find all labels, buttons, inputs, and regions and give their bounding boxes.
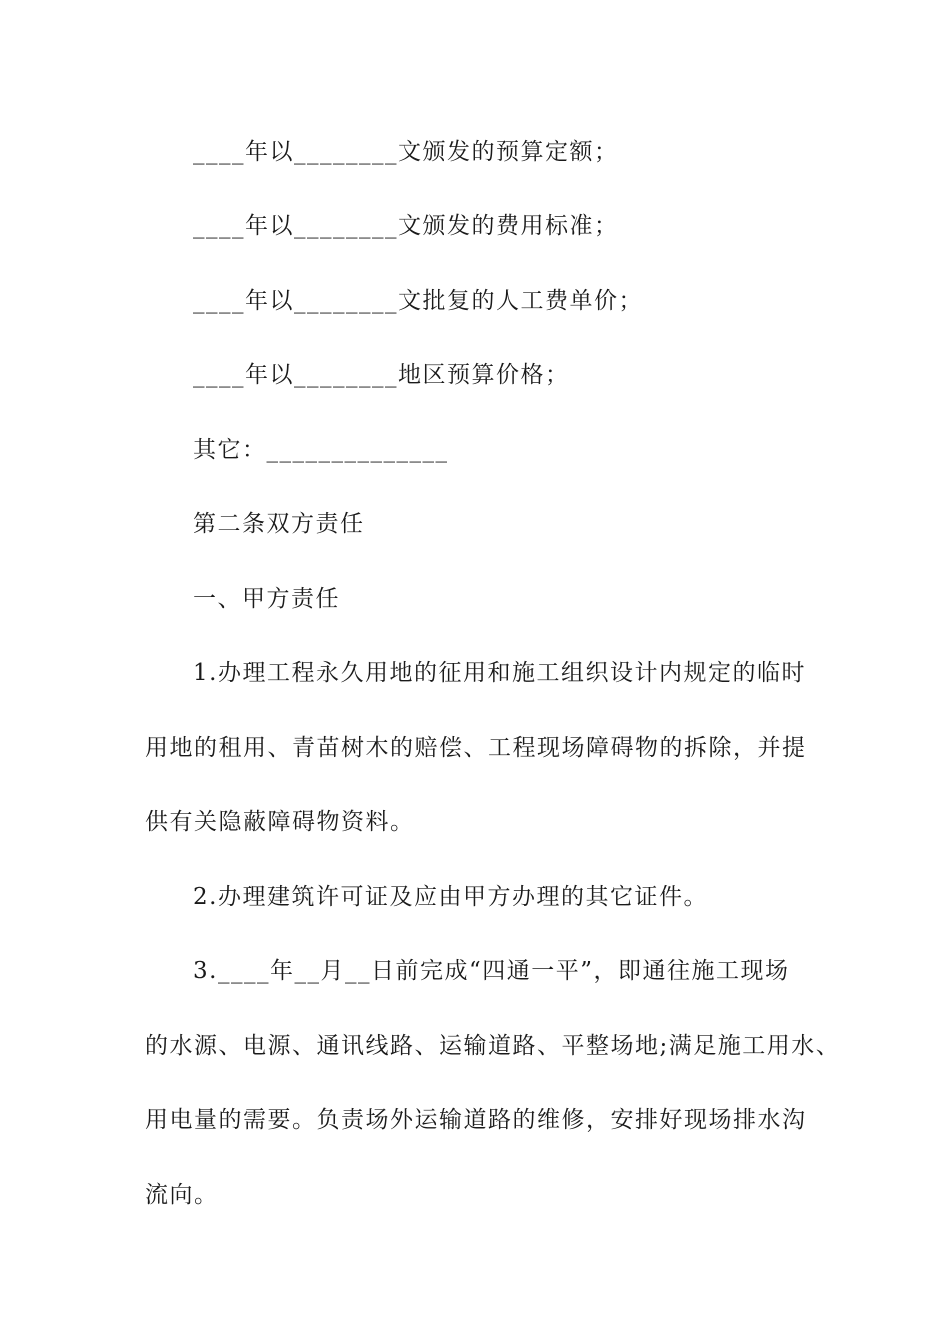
article-heading: 第二条双方责任 — [193, 511, 365, 537]
paragraph-1-line-3: 供有关隐蔽障碍物资料。 — [145, 809, 415, 835]
paragraph-1-line-2: 用地的租用、青苗树木的赔偿、工程现场障碍物的拆除，并提 — [145, 735, 807, 761]
other-line: 其它：______________ — [193, 437, 449, 463]
paragraph-3-line-1: 3.____年__月__日前完成“四通一平”，即通往施工现场 — [193, 958, 790, 984]
labor-unit-price-line: ____年以________文批复的人工费单价； — [193, 288, 643, 314]
paragraph-2: 2.办理建筑许可证及应由甲方办理的其它证件。 — [193, 884, 708, 910]
paragraph-3-line-2: 的水源、电源、通讯线路、运输道路、平整场地;满足施工用水、 — [145, 1033, 841, 1059]
regional-price-line: ____年以________地区预算价格； — [193, 362, 570, 388]
paragraph-1-line-1: 1.办理工程永久用地的征用和施工组织设计内规定的临时 — [193, 660, 806, 686]
paragraph-3-line-3: 用电量的需要。负责场外运输道路的维修，安排好现场排水沟 — [145, 1107, 807, 1133]
section-heading: 一、甲方责任 — [193, 586, 340, 612]
budget-quota-line: ____年以________文颁发的预算定额； — [193, 139, 619, 165]
paragraph-3-line-4: 流向。 — [145, 1182, 219, 1208]
fee-standard-line: ____年以________文颁发的费用标准； — [193, 213, 619, 239]
